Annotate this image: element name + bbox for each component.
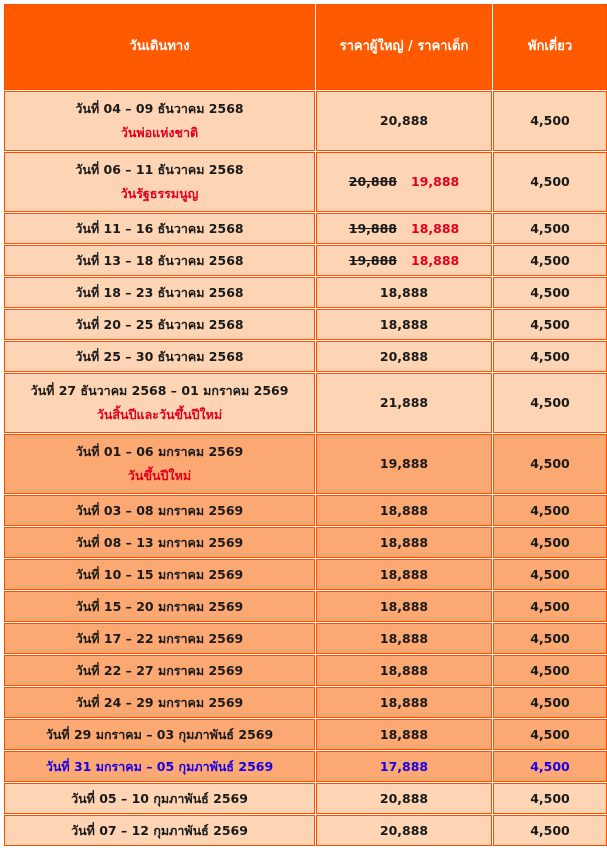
single-supplement: 4,500 xyxy=(493,559,607,590)
table-row xyxy=(4,341,607,372)
date-cell xyxy=(4,373,315,433)
table-row xyxy=(4,655,607,686)
adult-child-price: 18,888 xyxy=(379,316,429,332)
single-supplement: 4,500 xyxy=(493,687,607,718)
date-cell xyxy=(4,527,315,558)
table-row xyxy=(4,152,607,212)
date-cell xyxy=(4,495,315,526)
single-supplement: 4,500 xyxy=(493,245,607,276)
travel-date: วันที่ 08 – 13 มกราคม 2569 xyxy=(75,534,244,550)
price-cell xyxy=(316,751,492,782)
price-cell xyxy=(316,815,492,846)
single-supplement: 4,500 xyxy=(493,434,607,494)
adult-child-price: 18,888 xyxy=(379,598,429,614)
travel-date: วันที่ 01 – 06 มกราคม 2569 xyxy=(75,444,244,459)
table-row xyxy=(4,495,607,526)
date-cell xyxy=(4,152,315,212)
travel-date: วันที่ 06 – 11 ธันวาคม 2568 xyxy=(75,162,244,177)
price-cell xyxy=(316,527,492,558)
table-row xyxy=(4,309,607,340)
price-cell xyxy=(316,687,492,718)
price-cell xyxy=(316,655,492,686)
table-row xyxy=(4,783,607,814)
single-supplement: 4,500 xyxy=(493,341,607,372)
adult-child-price: 18,888 xyxy=(379,502,429,518)
price-table-body xyxy=(4,91,607,846)
table-row xyxy=(4,751,607,782)
adult-child-price: 18,888 xyxy=(379,534,429,550)
header-price: ราคาผู้ใหญ่ / ราคาเด็ก xyxy=(316,4,492,90)
date-cell xyxy=(4,783,315,814)
travel-date: วันที่ 15 – 20 มกราคม 2569 xyxy=(75,598,244,614)
travel-date: วันที่ 22 – 27 มกราคม 2569 xyxy=(75,662,244,678)
adult-child-price: 18,888 xyxy=(411,252,460,268)
date-cell xyxy=(4,623,315,654)
date-cell xyxy=(4,277,315,308)
adult-child-price: 20,888 xyxy=(379,822,429,838)
date-cell xyxy=(4,91,315,151)
single-supplement: 4,500 xyxy=(493,277,607,308)
adult-child-price: 21,888 xyxy=(379,395,429,410)
old-price: 19,888 xyxy=(348,252,397,268)
date-cell xyxy=(4,655,315,686)
adult-child-price: 19,888 xyxy=(379,456,429,471)
single-supplement: 4,500 xyxy=(493,373,607,433)
adult-child-price: 20,888 xyxy=(379,790,429,806)
single-supplement: 4,500 xyxy=(493,213,607,244)
table-row xyxy=(4,559,607,590)
date-cell xyxy=(4,687,315,718)
adult-child-price: 18,888 xyxy=(379,566,429,582)
single-supplement: 4,500 xyxy=(493,309,607,340)
date-cell xyxy=(4,751,315,782)
table-row xyxy=(4,527,607,558)
single-supplement: 4,500 xyxy=(493,623,607,654)
single-supplement: 4,500 xyxy=(493,655,607,686)
table-row xyxy=(4,719,607,750)
price-cell xyxy=(316,559,492,590)
adult-child-price: 18,888 xyxy=(379,662,429,678)
travel-date: วันที่ 18 – 23 ธันวาคม 2568 xyxy=(75,284,244,300)
travel-date: วันที่ 25 – 30 ธันวาคม 2568 xyxy=(75,348,244,364)
travel-date: วันที่ 27 ธันวาคม 2568 – 01 มกราคม 2569 xyxy=(30,383,289,398)
travel-date: วันที่ 17 – 22 มกราคม 2569 xyxy=(75,630,244,646)
travel-date: วันที่ 31 มกราคม – 05 กุมภาพันธ์ 2569 xyxy=(45,758,274,774)
travel-date: วันที่ 24 – 29 มกราคม 2569 xyxy=(75,694,244,710)
header-date: วันเดินทาง xyxy=(4,4,315,90)
holiday-label: วันสิ้นปีและวันขึ้นปีใหม่ xyxy=(96,407,223,422)
travel-date: วันที่ 10 – 15 มกราคม 2569 xyxy=(75,566,244,582)
travel-date: วันที่ 29 มกราคม – 03 กุมภาพันธ์ 2569 xyxy=(45,726,274,742)
header-single: พักเดี่ยว xyxy=(493,4,607,90)
single-supplement: 4,500 xyxy=(493,591,607,622)
date-cell xyxy=(4,434,315,494)
table-row xyxy=(4,623,607,654)
price-table xyxy=(3,3,607,847)
adult-child-price: 20,888 xyxy=(379,113,429,128)
single-supplement: 4,500 xyxy=(493,527,607,558)
price-cell xyxy=(316,623,492,654)
table-row xyxy=(4,434,607,494)
single-supplement: 4,500 xyxy=(493,815,607,846)
date-cell xyxy=(4,245,315,276)
single-supplement: 4,500 xyxy=(493,495,607,526)
travel-date: วันที่ 11 – 16 ธันวาคม 2568 xyxy=(75,220,244,236)
price-cell xyxy=(316,719,492,750)
table-row xyxy=(4,91,607,151)
travel-date: วันที่ 13 – 18 ธันวาคม 2568 xyxy=(75,252,244,268)
price-cell xyxy=(316,373,492,433)
holiday-label: วันพ่อแห่งชาติ xyxy=(120,125,199,140)
travel-date: วันที่ 05 – 10 กุมภาพันธ์ 2569 xyxy=(71,790,248,806)
date-cell xyxy=(4,815,315,846)
price-cell xyxy=(316,783,492,814)
travel-date: วันที่ 07 – 12 กุมภาพันธ์ 2569 xyxy=(71,822,248,838)
single-supplement: 4,500 xyxy=(493,152,607,212)
single-supplement: 4,500 xyxy=(493,783,607,814)
table-row xyxy=(4,245,607,276)
adult-child-price: 18,888 xyxy=(379,630,429,646)
old-price: 20,888 xyxy=(348,174,397,189)
table-row xyxy=(4,213,607,244)
single-supplement: 4,500 xyxy=(493,751,607,782)
price-cell xyxy=(316,591,492,622)
adult-child-price: 20,888 xyxy=(379,348,429,364)
single-supplement: 4,500 xyxy=(493,91,607,151)
price-cell xyxy=(316,434,492,494)
table-row xyxy=(4,277,607,308)
price-cell xyxy=(316,309,492,340)
price-cell xyxy=(316,213,492,244)
date-cell xyxy=(4,719,315,750)
price-cell xyxy=(316,152,492,212)
date-cell xyxy=(4,341,315,372)
travel-date: วันที่ 20 – 25 ธันวาคม 2568 xyxy=(75,316,244,332)
price-cell xyxy=(316,245,492,276)
adult-child-price: 17,888 xyxy=(379,758,429,774)
adult-child-price: 18,888 xyxy=(379,694,429,710)
price-cell xyxy=(316,91,492,151)
table-row xyxy=(4,591,607,622)
table-row xyxy=(4,687,607,718)
travel-date: วันที่ 03 – 08 มกราคม 2569 xyxy=(75,502,244,518)
price-cell xyxy=(316,495,492,526)
adult-child-price: 18,888 xyxy=(411,220,460,236)
date-cell xyxy=(4,213,315,244)
date-cell xyxy=(4,559,315,590)
adult-child-price: 19,888 xyxy=(411,174,460,189)
single-supplement: 4,500 xyxy=(493,719,607,750)
adult-child-price: 18,888 xyxy=(379,284,429,300)
date-cell xyxy=(4,309,315,340)
header-row xyxy=(4,4,607,90)
price-cell xyxy=(316,341,492,372)
date-cell xyxy=(4,591,315,622)
travel-date: วันที่ 04 – 09 ธันวาคม 2568 xyxy=(75,101,244,116)
table-row xyxy=(4,373,607,433)
holiday-label: วันขึ้นปีใหม่ xyxy=(127,468,192,483)
table-row xyxy=(4,815,607,846)
holiday-label: วันรัฐธรรมนูญ xyxy=(120,186,199,201)
price-cell xyxy=(316,277,492,308)
old-price: 19,888 xyxy=(348,220,397,236)
adult-child-price: 18,888 xyxy=(379,726,429,742)
